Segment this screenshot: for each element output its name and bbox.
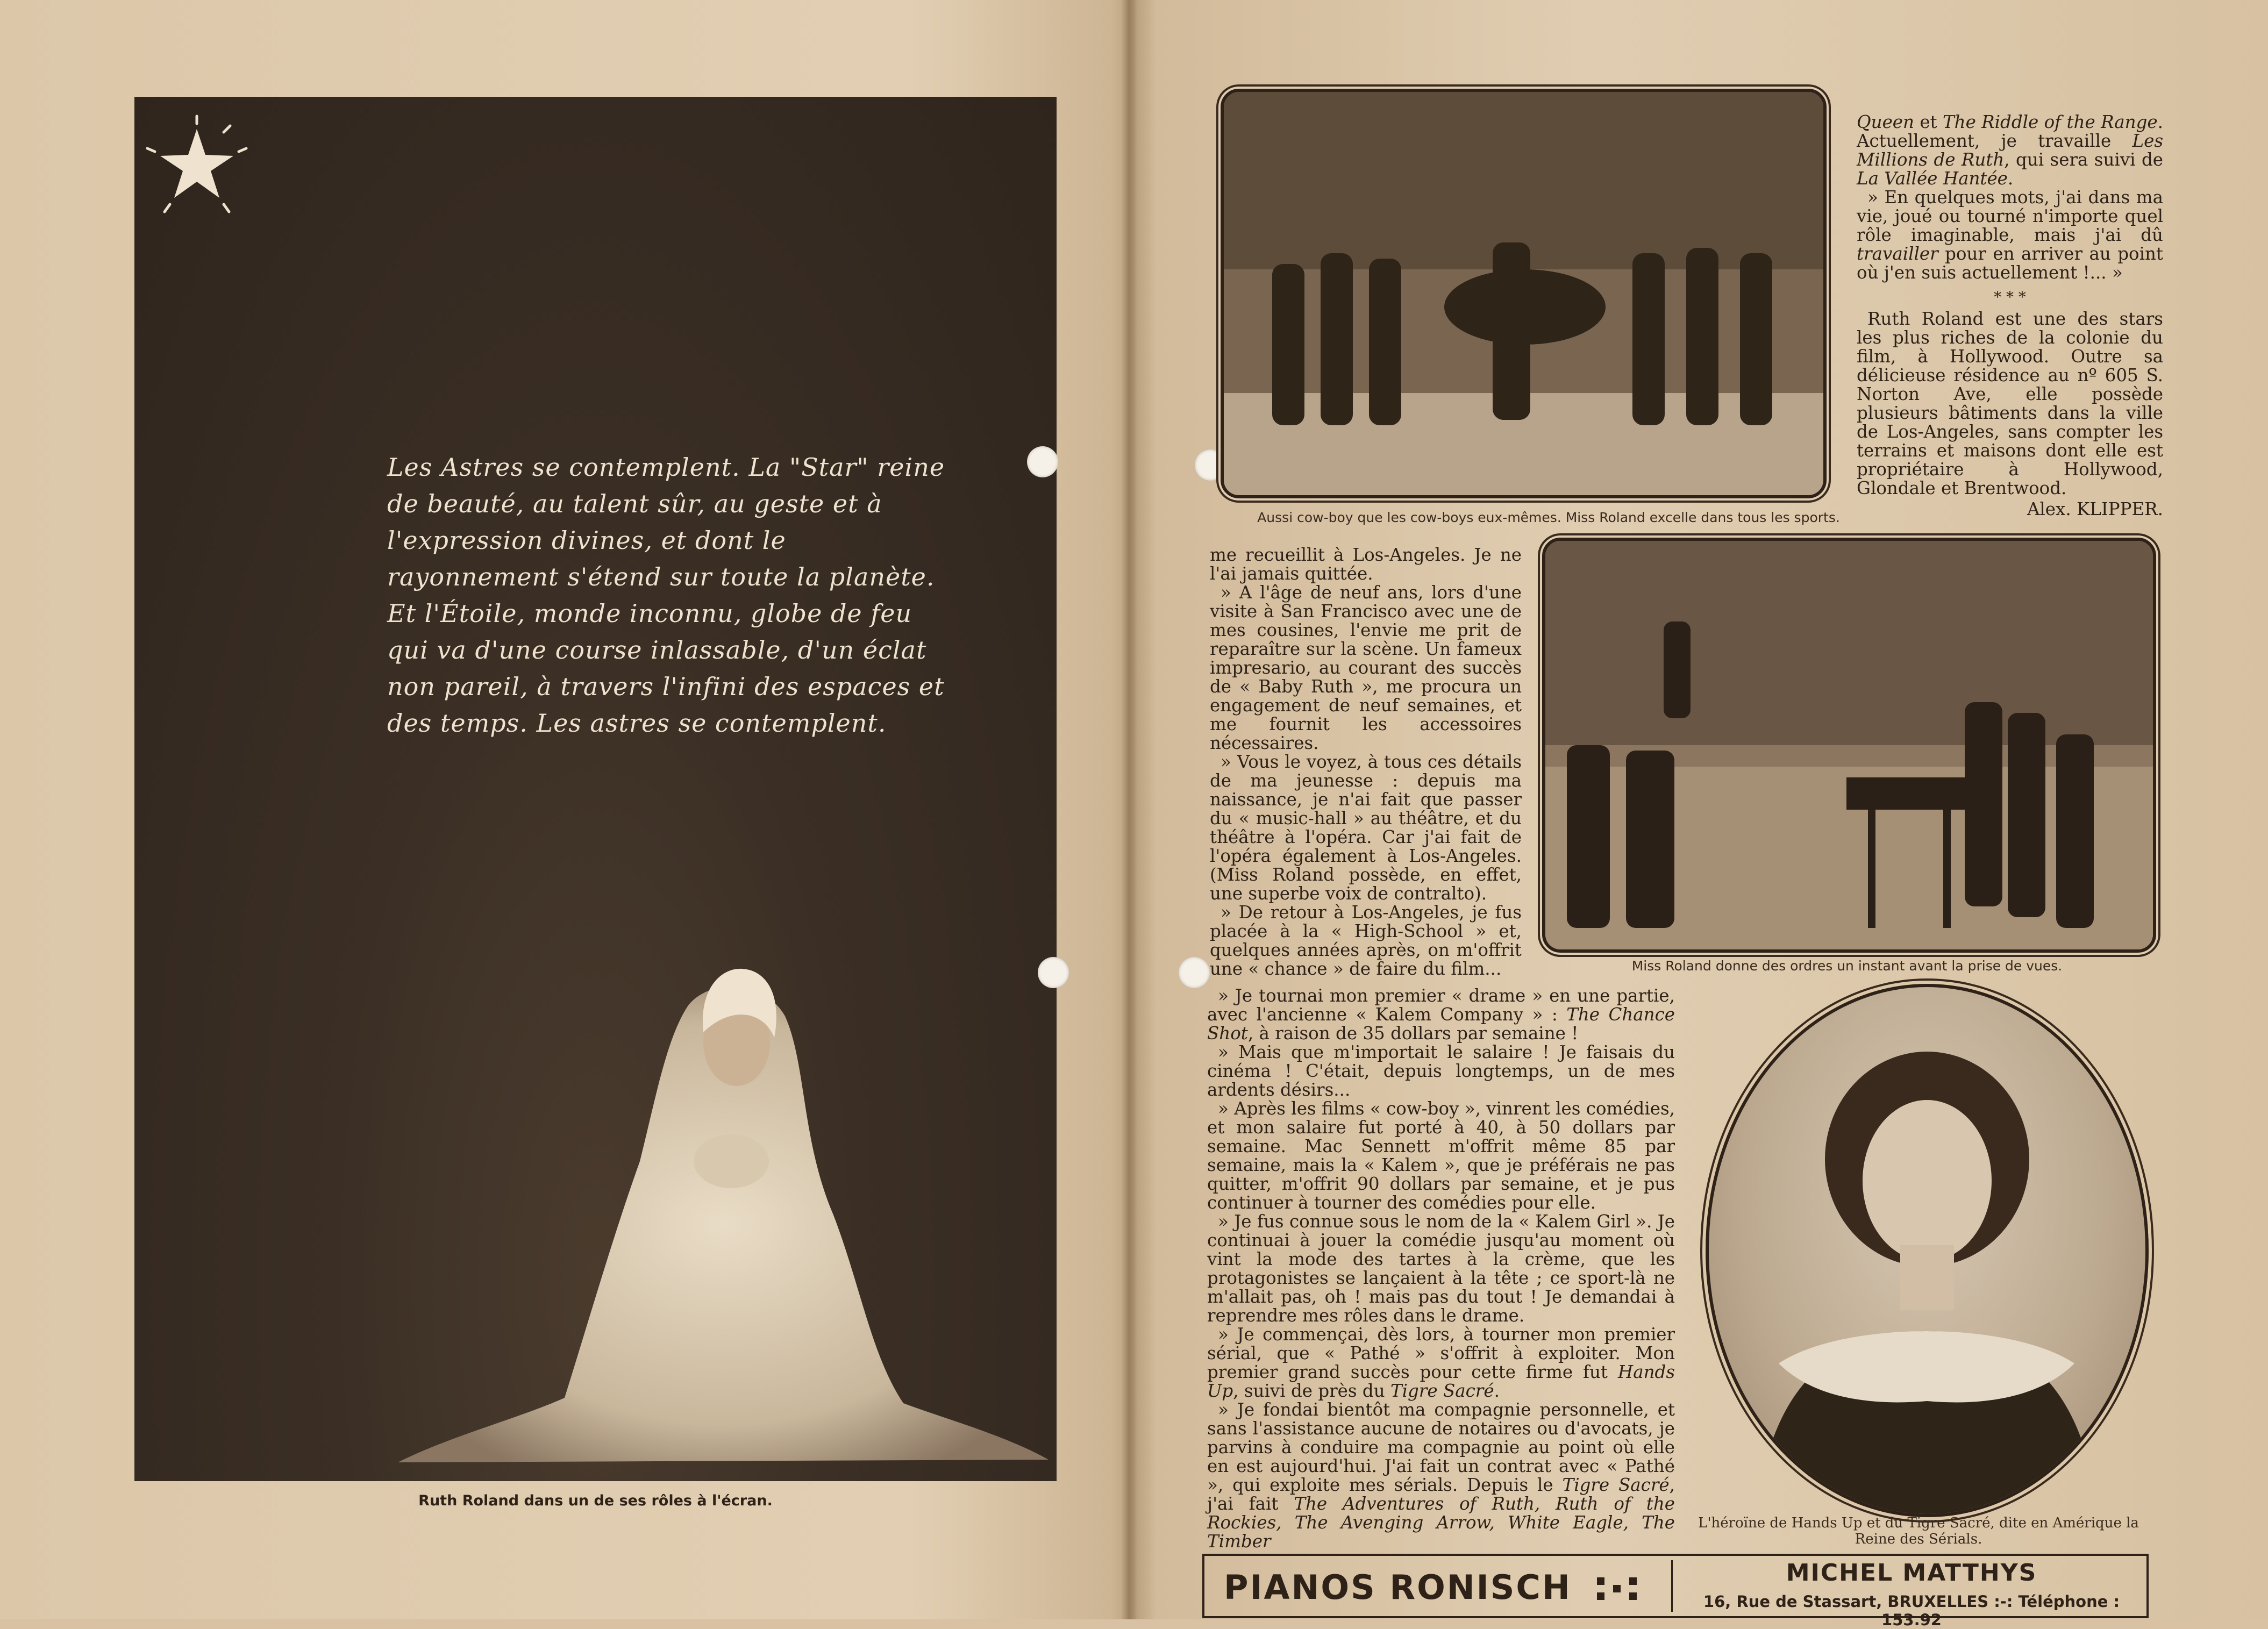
- paragraph: » Après les films « cow-boy », vinrent les comédies, et mon salaire fut porté à 40, à 50 dollars par semaine. Mac Sennett m'offrit même 85 par semaine, mais la « Kalem », que je préférais ne pas quitter, m'offrit 90 dollars par semaine, et je pus continuer à tourner des comédies pour elle.: [1207, 1098, 1675, 1213]
- ad-address: 16, Rue de Stassart, BRUXELLES :-: Téléphone : 153.92: [1703, 1592, 2120, 1629]
- text: , à raison de 35 dollars par semaine !: [1247, 1023, 1579, 1044]
- ad-divider: [1671, 1560, 1673, 1612]
- punch-hole: [1179, 957, 1210, 988]
- text: » Je fondai bientôt ma compagnie personnelle, et sans l'assistance aucune de notaires ou d'avocats, je parvins à conduire ma compagnie au point où elle en est aujourd'hui. J'ai fait un contrat avec « Pathé », qui exploite mes sérials. Depuis le: [1207, 1399, 1675, 1495]
- portrait-image: [1709, 987, 2145, 1514]
- text: .: [1494, 1381, 1500, 1401]
- left-photo-caption: Ruth Roland dans un de ses rôles à l'écran.: [418, 1492, 773, 1509]
- ad-dealer-name: MICHEL MATTHYS: [1786, 1559, 2037, 1587]
- paragraph: » A l'âge de neuf ans, lors d'une visite à San Francisco avec une de mes cousines, l'envie me prit de reparaître sur la scène. Un fameux impresario, au courant des succès de « Baby Ruth », me procura un engagement de neuf semaines, et me fournit les accessoires nécessaires.: [1210, 582, 1522, 753]
- film-title: Les Millions de Ruth: [1857, 131, 2163, 170]
- paragraph: » De retour à Los-Angeles, je fus placée à la « High-School » et, quelques années après, on m'offrit une « chance » de faire du film...: [1210, 902, 1522, 979]
- star-icon: [143, 113, 251, 220]
- punch-hole: [1038, 957, 1069, 988]
- film-set-photo-image: [1545, 541, 2153, 949]
- cowboys-photo-image: [1224, 92, 1823, 495]
- text: » En quelques mots, j'ai dans ma vie, joué ou tourné n'importe quel rôle imaginable, mais j'ai dû: [1857, 187, 2163, 245]
- punch-hole: [1027, 446, 1058, 477]
- film-titles: The Adventures of Ruth, Ruth of the Rockies, The Avenging Arrow, White Eagle, The Timber: [1207, 1494, 1675, 1552]
- handwritten-dedication: Les Astres se contemplent. La "Star" reine de beauté, au talent sûr, au geste et à l'expression divines, et dont le rayonnement s'étend sur toute la planète. Et l'Étoile, monde inconnu, globe de feu qui va d'une course inlassable, d'un éclat non pareil, à travers l'infini des espaces et des temps. Les astres se contemplent.: [387, 453, 945, 738]
- film-title: Tigre Sacré: [1562, 1475, 1670, 1495]
- asterism: * * *: [1994, 288, 2026, 306]
- emphasis: travailler: [1857, 244, 1938, 264]
- photo2-caption: Miss Roland donne des ordres un instant avant la prise de vues.: [1631, 958, 2063, 974]
- text: pour en arriver au point où j'en suis actuellement !... »: [1857, 244, 2163, 283]
- paragraph: » Mais que m'importait le salaire ! Je faisais du cinéma ! C'était, depuis longtemps, un de mes ardents désirs...: [1207, 1042, 1675, 1100]
- paragraph: » Vous le voyez, à tous ces détails de ma jeunesse : depuis ma naissance, je n'ai fait que passer du « music-hall » au théâtre, et du théâtre à l'opéra. Car j'ai fait de l'opéra également à Los-Angeles. (Miss Roland possède, en effet, une superbe voix de contralto).: [1210, 752, 1522, 904]
- text: » Je tournai mon premier « drame » en une partie, avec l'ancienne « Kalem Company » :: [1207, 985, 1675, 1025]
- text: , j'ai fait: [1207, 1475, 1675, 1514]
- cowboys-photo: [1221, 89, 1827, 498]
- paragraph: me recueillit à Los-Angeles. Je ne l'ai jamais quittée.: [1210, 545, 1522, 584]
- film-title: The Chance Shot: [1207, 1004, 1675, 1044]
- left-page-photo: [134, 97, 1057, 1481]
- text: , suivi de près du: [1233, 1381, 1390, 1401]
- main-text-column: [1210, 546, 1522, 978]
- text: , qui sera suivi de: [2004, 149, 2163, 170]
- text: » Je commençai, dès lors, à tourner mon premier sérial, que « Pathé » s'offrit à exploiter. Mon premier grand succès pour cette firme fut: [1207, 1324, 1675, 1382]
- paragraph: » Je fus connue sous le nom de la « Kalem Girl ». Je continuai à jouer la comédie jusqu'au moment où vint la mode des tartes à la crème, que les protagonistes se lançaient à la tête ; ce sport-là ne m'allait pas, oh ! mais pas du tout ! Je demandai à reprendre mes rôles dans le drame.: [1207, 1211, 1675, 1326]
- portrait-caption: L'héroïne de Hands Up et du Tigre Sacré, dite en Amérique la Reine des Sérials.: [1698, 1515, 2139, 1547]
- dots-ornament-icon: [1597, 1575, 1640, 1602]
- film-title: The Riddle of the Range: [1942, 112, 2158, 132]
- text: et: [1914, 112, 1943, 132]
- film-title: Tigre Sacré: [1390, 1381, 1494, 1401]
- ad-brand: PIANOS RONISCH: [1224, 1568, 1572, 1607]
- piano-advertisement: [1202, 1554, 2149, 1629]
- paragraph: Ruth Roland est une des stars les plus riches de la colonie du film, à Hollywood. Outre sa délicieuse résidence au nº 605 S. Norton Ave, elle possède plusieurs bâtiments dans la ville de Los-Angeles, sans compter les terrains et maisons dont elle est propriétaire à Hollywood, Glondale et Brentwood.: [1857, 309, 2163, 498]
- lower-text-column: [1207, 987, 1675, 1551]
- kneeling-woman-figure: [387, 935, 1057, 1473]
- text: .: [2007, 168, 2014, 189]
- author-signature: Alex. KLIPPER.: [2027, 499, 2163, 519]
- film-title: La Vallée Hantée: [1857, 168, 2008, 189]
- text: . Actuellement, je travaille: [1857, 112, 2163, 151]
- photo1-caption: Aussi cow-boy que les cow-boys eux-mêmes. Miss Roland excelle dans tous les sports.: [1257, 510, 1840, 525]
- top-right-column: [1857, 113, 2163, 519]
- center-fold: [1121, 0, 1137, 1619]
- film-title: Queen: [1857, 112, 1914, 132]
- film-title: Hands Up: [1207, 1362, 1675, 1401]
- film-set-photo: [1542, 538, 2156, 953]
- portrait-oval: [1706, 984, 2149, 1517]
